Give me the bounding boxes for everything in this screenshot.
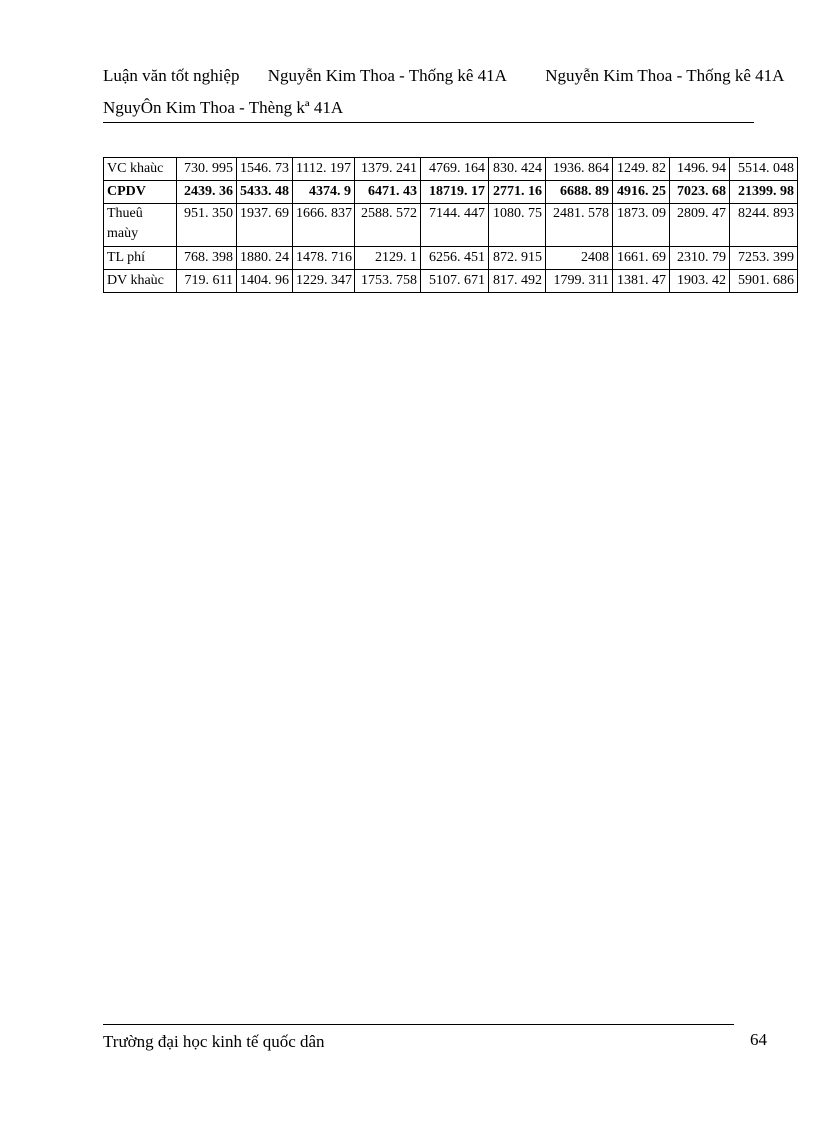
table-cell: 817. 492 (489, 270, 546, 293)
table-cell: 2588. 572 (355, 204, 421, 247)
table-cell: 6256. 451 (421, 247, 489, 270)
table-row (104, 181, 798, 204)
table-cell: 2771. 16 (489, 181, 546, 204)
header-author-garbled: NguyÔn Kim Thoa - Thèng kª 41A (103, 98, 344, 117)
table-cell: 6688. 89 (546, 181, 613, 204)
table-cell: 1666. 837 (293, 204, 355, 247)
table-cell: 1381. 47 (613, 270, 670, 293)
table-cell: 2481. 578 (546, 204, 613, 247)
table-cell: 4769. 164 (421, 158, 489, 181)
header-thesis-title: Luận văn tốt nghiệp (103, 66, 240, 85)
table-cell: 1753. 758 (355, 270, 421, 293)
table-cell: 7253. 399 (730, 247, 798, 270)
table-cell: 7144. 447 (421, 204, 489, 247)
table-cell: 1937. 69 (237, 204, 293, 247)
table-cell: 2408 (546, 247, 613, 270)
table-cell: 1112. 197 (293, 158, 355, 181)
footer-university: Trường đại học kinh tế quốc dân (103, 1032, 325, 1051)
table-cell: 951. 350 (177, 204, 237, 247)
table-cell: 1880. 24 (237, 247, 293, 270)
table-cell: 1404. 96 (237, 270, 293, 293)
footer-divider (103, 1024, 734, 1025)
table-cell: 8244. 893 (730, 204, 798, 247)
table-cell: 4916. 25 (613, 181, 670, 204)
table-cell: 5901. 686 (730, 270, 798, 293)
table-cell: 1249. 82 (613, 158, 670, 181)
table-cell: 730. 995 (177, 158, 237, 181)
table-cell: 5514. 048 (730, 158, 798, 181)
table-cell: 2439. 36 (177, 181, 237, 204)
table-cell: 1379. 241 (355, 158, 421, 181)
header-divider (103, 122, 754, 123)
table-cell: 719. 611 (177, 270, 237, 293)
table-cell: 1229. 347 (293, 270, 355, 293)
table-cell: 4374. 9 (293, 181, 355, 204)
table-cell: 21399. 98 (730, 181, 798, 204)
row-label: CPDV (104, 181, 177, 204)
header-author-2: Nguyễn Kim Thoa - Thống kê 41A (545, 66, 785, 85)
table-cell: 1080. 75 (489, 204, 546, 247)
table-cell: 5433. 48 (237, 181, 293, 204)
table-cell: 7023. 68 (670, 181, 730, 204)
row-label: DV khaùc (104, 270, 177, 293)
row-label: Thueû maùy (104, 204, 177, 247)
table-row (104, 270, 798, 293)
table-cell: 1496. 94 (670, 158, 730, 181)
table-cell: 1903. 42 (670, 270, 730, 293)
table-cell: 1546. 73 (237, 158, 293, 181)
row-label: TL phí (104, 247, 177, 270)
table-cell: 1478. 716 (293, 247, 355, 270)
table-cell: 18719. 17 (421, 181, 489, 204)
table-cell: 830. 424 (489, 158, 546, 181)
header-author-1: Nguyễn Kim Thoa - Thống kê 41A (267, 66, 507, 85)
row-label: VC khaùc (104, 158, 177, 181)
table-row (104, 247, 798, 270)
table-row (104, 204, 798, 247)
running-header (103, 66, 784, 86)
table-cell: 2310. 79 (670, 247, 730, 270)
page-number: 64 (750, 1030, 767, 1049)
table-cell: 2809. 47 (670, 204, 730, 247)
table-cell: 1799. 311 (546, 270, 613, 293)
table-row (104, 158, 798, 181)
table-cell: 768. 398 (177, 247, 237, 270)
table-cell: 5107. 671 (421, 270, 489, 293)
table-cell: 2129. 1 (355, 247, 421, 270)
table-cell: 6471. 43 (355, 181, 421, 204)
table-cell: 1873. 09 (613, 204, 670, 247)
table-body (104, 158, 798, 293)
table-cell: 1661. 69 (613, 247, 670, 270)
cost-table (103, 157, 798, 293)
table-cell: 1936. 864 (546, 158, 613, 181)
table-cell: 872. 915 (489, 247, 546, 270)
